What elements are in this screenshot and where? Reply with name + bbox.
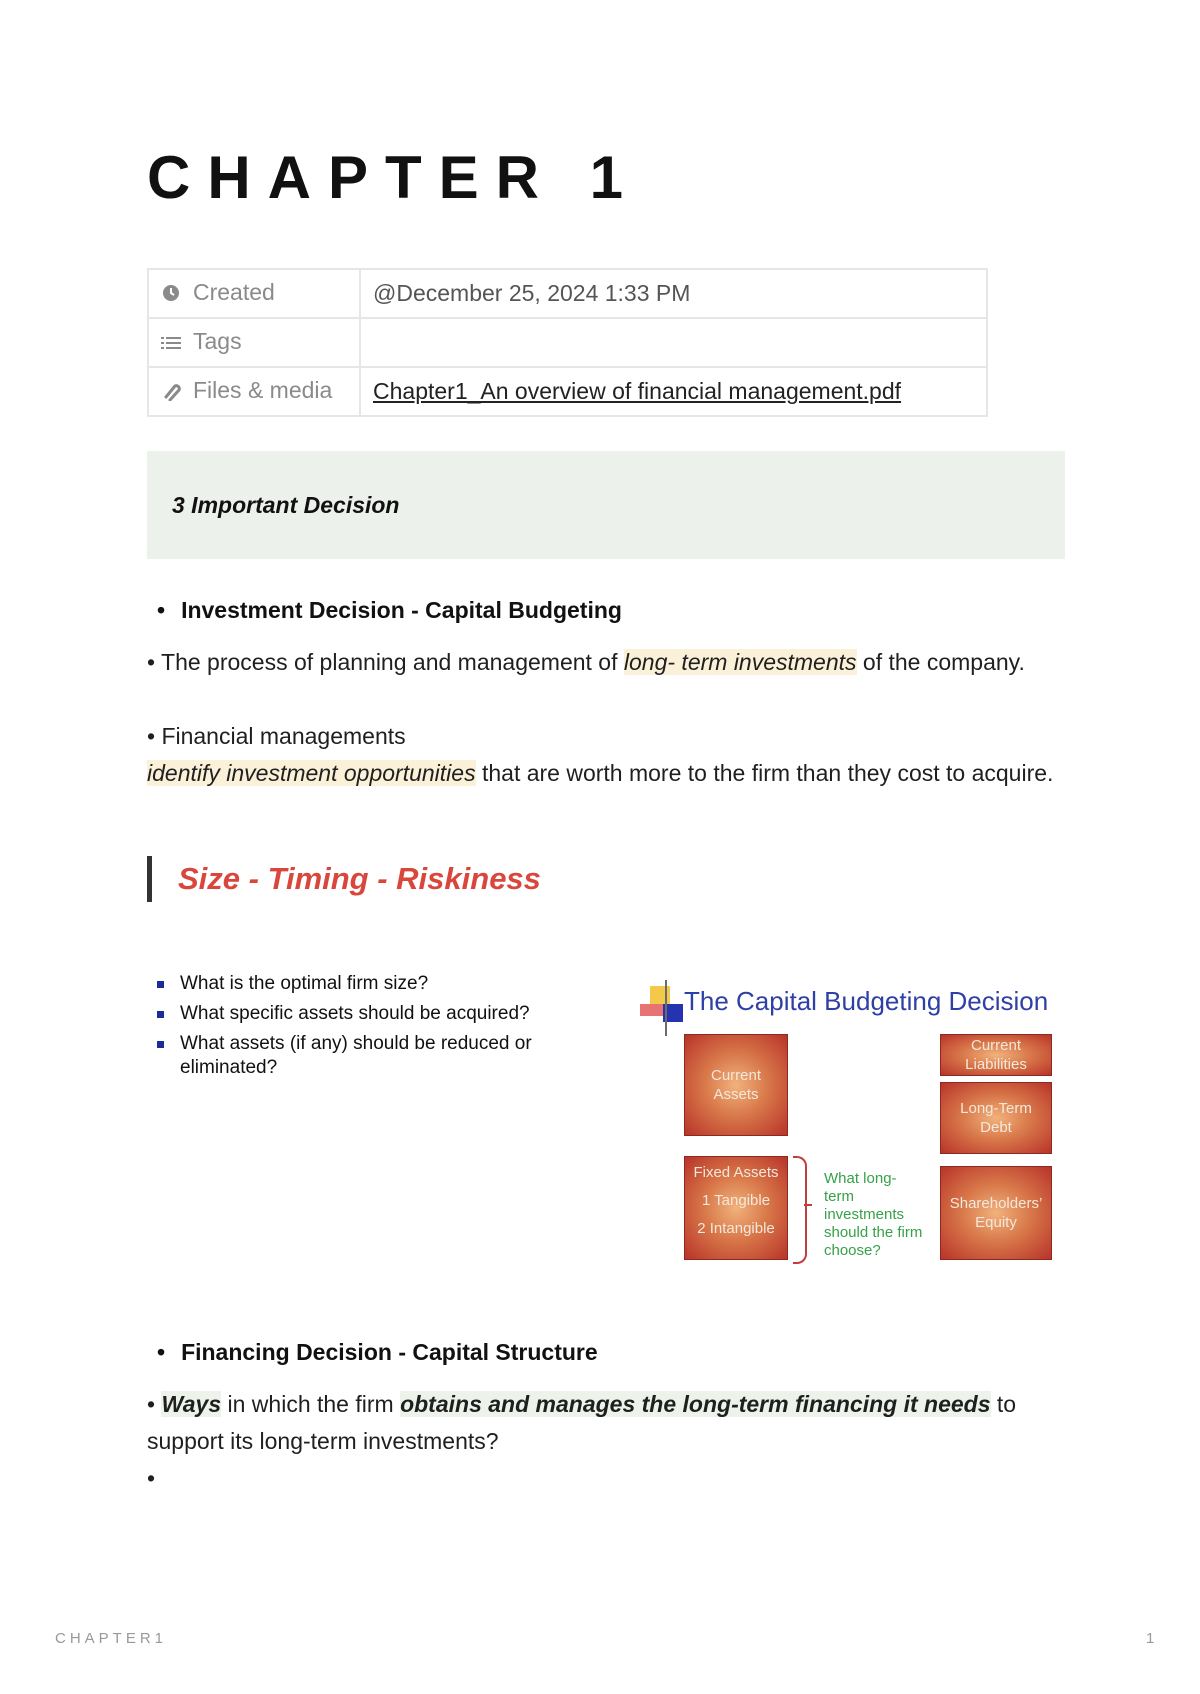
slide-question: What long-term investments should the firm choose? [824,1170,923,1259]
investment-decision-heading: • Investment Decision - Capital Budgeting [157,597,622,624]
questions-list [155,972,595,1086]
properties-table [147,268,988,417]
slide-decoration [665,980,667,1036]
property-key: Tags [148,318,360,367]
investment-paragraph-1: • The process of planning and management of long- term investments of the company. [147,649,1025,675]
property-row-files [148,367,987,416]
current-liabilities-box: Current Liabilities [940,1034,1052,1076]
investment-paragraph-2: • Financial managements identify investment opportunities that are worth more to the firm than they cost to acquire. [147,723,1054,786]
financing-decision-heading: • Financing Decision - Capital Structure [157,1339,598,1366]
footer-chapter-label: CHAPTER1 [55,1630,168,1647]
capital-budgeting-slide [630,978,1070,1280]
property-row-created [148,269,987,318]
quote-size-timing-riskiness: Size - Timing - Riskiness [147,856,541,902]
bracket-shape [793,1156,807,1264]
paperclip-icon [161,380,183,407]
property-value-created[interactable]: @December 25, 2024 1:33 PM [360,269,987,318]
callout-text: 3 Important Decision [172,491,400,518]
financing-paragraph-1: • Ways in which the firm obtains and manages the long-term financing it needs to support its long-term investments? [147,1391,1017,1454]
slide-decoration [650,986,670,1004]
pdf-file-link[interactable]: Chapter1_An overview of financial management.pdf [373,378,902,404]
shareholders-equity-box: Shareholders’ Equity [940,1166,1052,1260]
page-title: CHAPTER 1 [147,144,641,211]
slide-title: The Capital Budgeting Decision [684,986,1049,1016]
property-value-files [360,367,987,416]
footer-page-number: 1 [1146,1630,1155,1647]
callout [147,451,1065,559]
clock-icon [161,282,183,309]
empty-bullet: • [147,1465,156,1491]
property-key: Created [148,269,360,318]
bracket-shape [804,1204,812,1206]
long-term-debt-box: Long-Term Debt [940,1082,1052,1154]
property-value-tags[interactable] [360,318,987,367]
slide-decoration [640,1004,664,1016]
fixed-assets-box: Fixed Assets 1 Tangible 2 Intangible [684,1156,788,1260]
highlight-long-term-investments: long- term investments [623,649,857,675]
list-icon [161,331,183,358]
current-assets-box: Current Assets [684,1034,788,1136]
highlight-ways: Ways [161,1391,222,1417]
list-item: What is the optimal firm size? [155,972,595,996]
highlight-obtains-manages: obtains and manages the long-term financing it needs [400,1391,991,1417]
list-item: What assets (if any) should be reduced or eliminated? [155,1032,595,1080]
list-item: What specific assets should be acquired? [155,1002,595,1026]
highlight-identify-opportunities: identify investment opportunities [147,760,476,786]
property-key: Files & media [148,367,360,416]
property-row-tags [148,318,987,367]
